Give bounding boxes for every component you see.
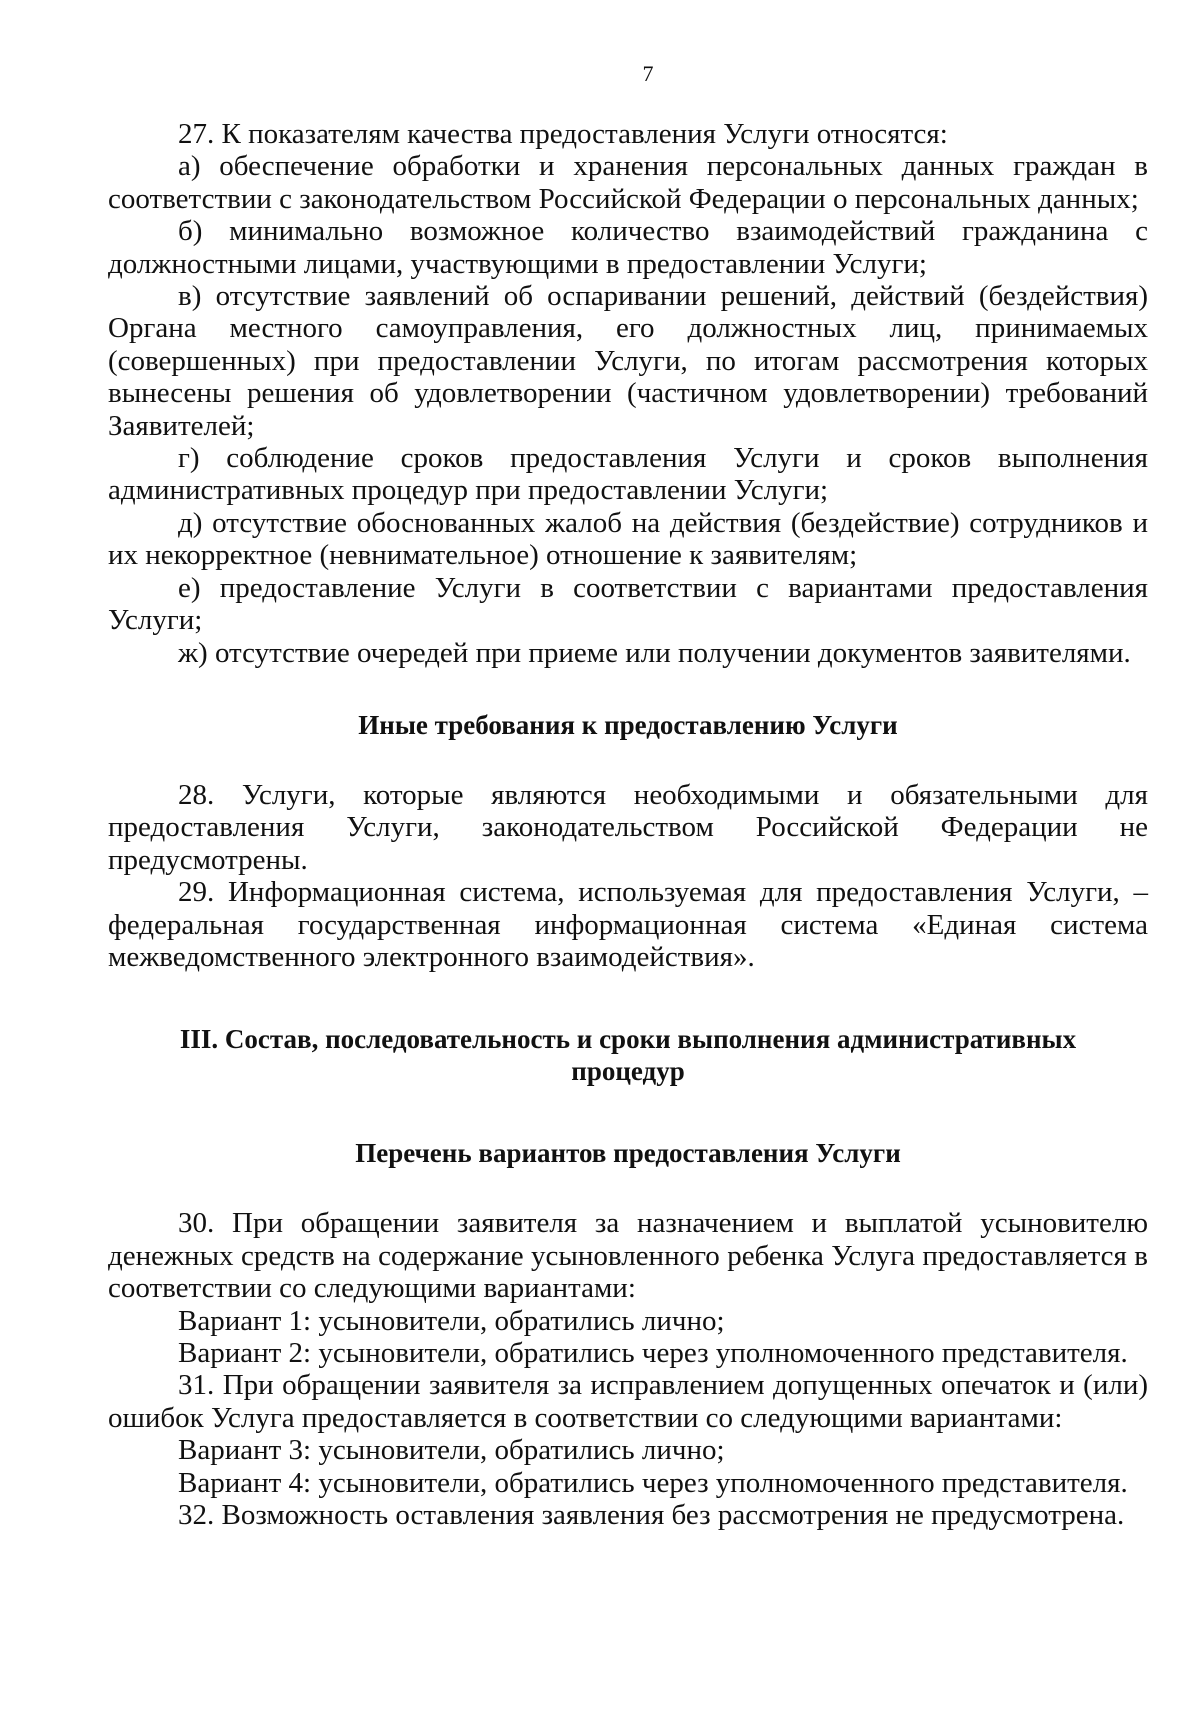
spacer xyxy=(108,741,1148,779)
spacer xyxy=(108,1087,1148,1137)
item-e: е) предоставление Услуги в соответствии с вариантами предоставления Услуги; xyxy=(108,571,1148,637)
item-v: в) отсутствие заявлений об оспаривании решений, действий (бездействия) Органа местного самоуправления, его должностных лиц, принимаемых (совершенных) при предоставлении Услуги, по итогам рассмотрения которых вынесены решения об удовлетворении (частичном удовлетворении) требований Заявителей; xyxy=(108,280,1148,442)
spacer xyxy=(108,1169,1148,1207)
paragraph-29: 29. Информационная система, используемая для предоставления Услуги, – федеральная государственная информационная система «Единая система межведомственного электронного взаимодействия». xyxy=(108,876,1148,973)
heading-section-iii-line1: III. Состав, последовательность и сроки выполнения административных xyxy=(179,1024,1077,1055)
variant-2: Вариант 2: усыновители, обратились через уполномоченного представителя. xyxy=(178,1336,1128,1369)
heading-section-iii xyxy=(108,1023,1148,1087)
paragraph-31: 31. При обращении заявителя за исправлением допущенных опечаток и (или) ошибок Услуга предоставляется в соответствии со следующими вариантами: xyxy=(108,1369,1148,1434)
paragraph-27: 27. К показателям качества предоставления Услуги относятся: xyxy=(178,118,948,150)
spacer xyxy=(108,973,1148,1023)
page-number: 7 xyxy=(642,61,654,86)
item-d: д) отсутствие обоснованных жалоб на действия (бездействие) сотрудников и их некорректное (невнимательное) отношение к заявителям; xyxy=(108,506,1148,572)
spacer xyxy=(108,669,1148,709)
heading-section-iii-line2: процедур xyxy=(571,1056,685,1087)
item-zh: ж) отсутствие очередей при приеме или получении документов заявителями. xyxy=(178,636,1131,669)
item-b: б) минимально возможное количество взаимодействий гражданина с должностными лицами, участвующими в предоставлении Услуги; xyxy=(108,215,1148,280)
heading-variants-list: Перечень вариантов предоставления Услуги xyxy=(355,1138,901,1169)
item-a: а) обеспечение обработки и хранения персональных данных граждан в соответствии с законодательством Российской Федерации о персональных данных; xyxy=(108,150,1148,215)
paragraph-30: 30. При обращении заявителя за назначением и выплатой усыновителю денежных средств на содержание усыновленного ребенка Услуга предоставляется в соответствии со следующими вариантами: xyxy=(108,1207,1148,1305)
variant-3: Вариант 3: усыновители, обратились лично; xyxy=(178,1434,725,1467)
heading-other-requirements: Иные требования к предоставлению Услуги xyxy=(358,709,898,740)
document-page xyxy=(108,60,1148,1531)
item-g: г) соблюдение сроков предоставления Услуги и сроков выполнения административных процедур при предоставлении Услуги; xyxy=(108,442,1148,507)
paragraph-32: 32. Возможность оставления заявления без рассмотрения не предусмотрена. xyxy=(178,1499,1125,1531)
variant-4: Вариант 4: усыновители, обратились через уполномоченного представителя. xyxy=(178,1466,1128,1499)
variant-1: Вариант 1: усыновители, обратились лично; xyxy=(178,1304,725,1337)
paragraph-28: 28. Услуги, которые являются необходимыми и обязательными для предоставления Услуги, законодательством Российской Федерации не предусмотрены. xyxy=(108,778,1148,876)
